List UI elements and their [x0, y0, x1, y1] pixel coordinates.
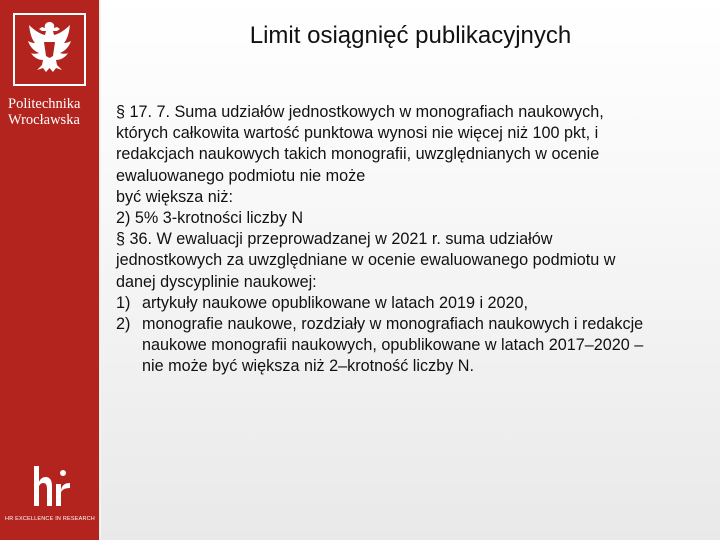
hr-caption: HR EXCELLENCE IN RESEARCH	[5, 516, 95, 522]
list-item-text: monografie naukowe, rozdziały w monografiach naukowych i redakcje	[142, 315, 644, 334]
body-line: ewaluowanego podmiotu nie może	[116, 166, 366, 185]
body-line: redakcjach naukowych takich monografii, uwzględnianych w ocenie	[116, 145, 600, 164]
hr-excellence-logo-icon	[30, 462, 74, 510]
list-item	[116, 314, 712, 378]
university-name	[8, 96, 96, 128]
body-line: § 17. 7. Suma udziałów jednostkowych w monografiach naukowych,	[116, 103, 604, 121]
body-line: § 36. W ewaluacji przeprowadzanej w 2021 r. suma udziałów	[116, 230, 553, 249]
slide-body	[116, 102, 712, 378]
list-item-number: 1)	[116, 293, 131, 312]
university-crest-logo	[12, 12, 87, 87]
list-item-text: naukowe monografii naukowych, opublikowane w latach 2017–2020 –	[142, 336, 644, 355]
list-item	[116, 293, 712, 314]
brand-line-1: Politechnika	[8, 96, 81, 112]
list-item-text: nie może być większa niż 2–krotność liczby N.	[142, 357, 474, 376]
body-line: których całkowita wartość punktowa wynosi nie więcej niż 100 pkt, i	[116, 124, 599, 143]
slide-title: Limit osiągnięć publikacyjnych	[249, 22, 572, 49]
body-line: danej dyscyplinie naukowej:	[116, 272, 317, 291]
body-line: być większa niż:	[116, 187, 233, 206]
list-item-text: artykuły naukowe opublikowane w latach 2019 i 2020,	[142, 293, 529, 312]
body-line: jednostkowych za uwzględniane w ocenie ewaluowanego podmiotu w	[116, 251, 616, 270]
body-line: 2) 5% 3-krotności liczby N	[116, 209, 304, 228]
brand-line-2: Wrocławska	[8, 112, 80, 128]
list-item-number: 2)	[116, 315, 131, 334]
